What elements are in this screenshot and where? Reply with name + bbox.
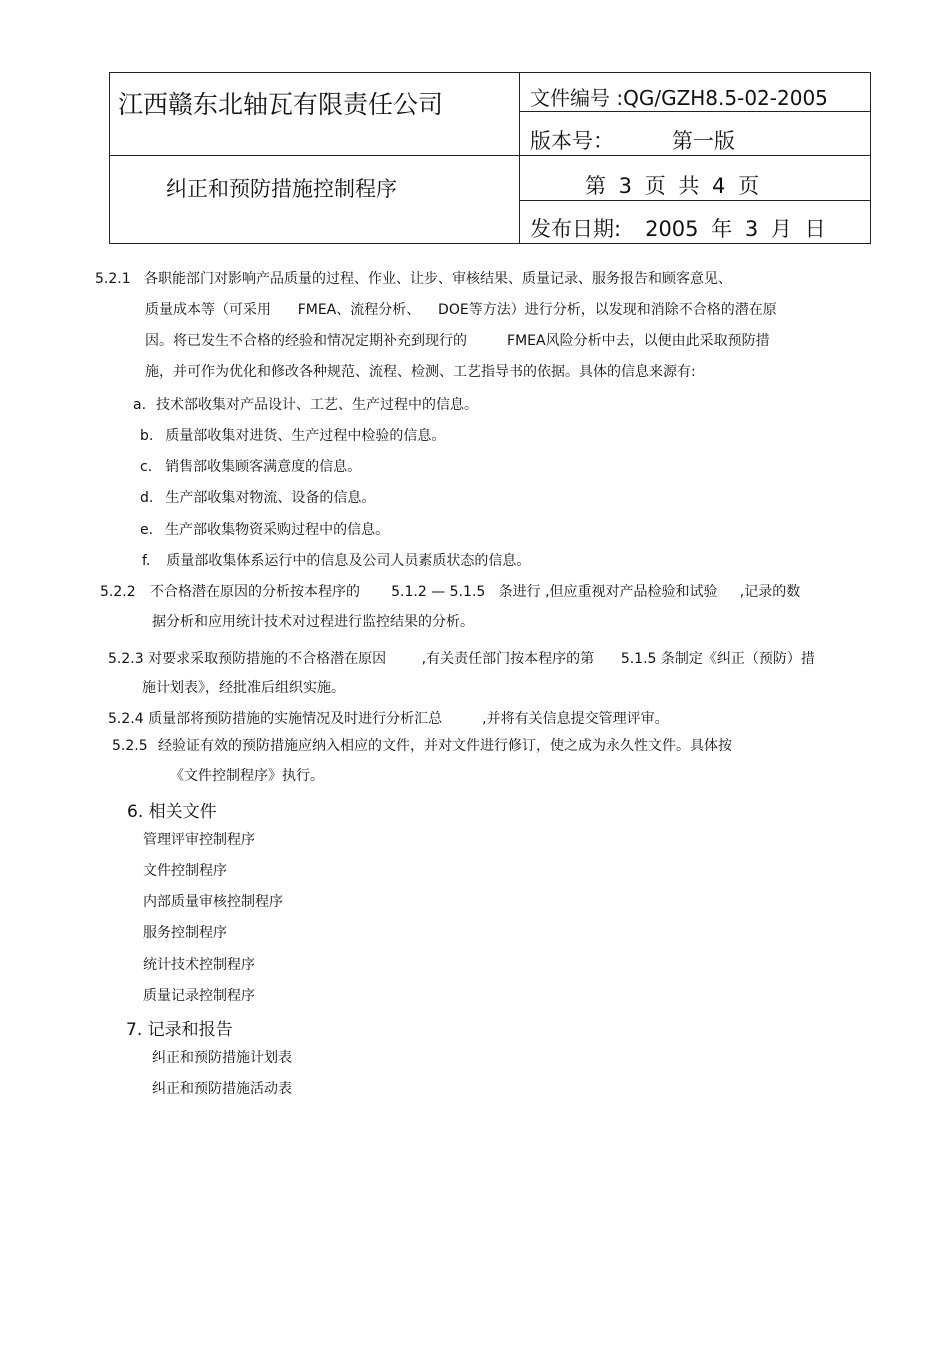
list-marker: c. (140, 459, 153, 475)
version-value: 第一版 (672, 129, 735, 153)
related-document-item: 服务控制程序 (143, 925, 227, 941)
publish-date-label: 发布日期: (530, 217, 622, 241)
list-item (140, 489, 375, 507)
section-5-2-3-line-1: 5.2.3 对要求采取预防措施的不合格潜在原因 ,有关责任部门按本程序的第 5.1.5 条制定《纠正（预防）措 (108, 651, 815, 667)
company-name: 江西赣东北轴瓦有限责任公司 (118, 90, 444, 119)
related-document-item: 内部质量审核控制程序 (143, 894, 283, 910)
list-marker: e. (140, 522, 154, 538)
section-5-2-3-line-2: 施计划表》，经批准后组织实施。 (142, 680, 345, 696)
list-item (133, 396, 478, 414)
section-5-2-1-line-3: 因。将已发生不合格的经验和情况定期补充到现行的 FMEA风险分析中去，以便由此采取预防措 (145, 333, 770, 349)
list-text: 质量部收集体系运行中的信息及公司人员素质状态的信息。 (166, 553, 531, 569)
list-item (142, 552, 530, 570)
list-text: 销售部收集顾客满意度的信息。 (165, 459, 362, 475)
list-text: 质量部收集对进货、生产过程中检验的信息。 (165, 428, 446, 444)
column-divider (519, 73, 520, 243)
section-5-2-1-line-1: 各职能部门对影响产品质量的过程、作业、让步、审核结果、质量记录、服务报告和顾客意见、 (144, 271, 732, 287)
related-document-item: 文件控制程序 (143, 863, 227, 879)
records-heading: 7. 记录和报告 (126, 1020, 233, 1040)
header-table (109, 72, 871, 244)
section-5-2-4-line-1: 5.2.4 质量部将预防措施的实施情况及时进行分析汇总 ,并将有关信息提交管理评审。 (108, 711, 669, 727)
page-info: 第 3 页 共 4 页 (585, 174, 760, 198)
row-divider (519, 200, 870, 201)
section-number-5-2-1: 5.2.1 (95, 271, 131, 287)
list-item (140, 458, 361, 476)
list-text: 生产部收集物资采购过程中的信息。 (165, 522, 390, 538)
section-5-2-1-line-2: 质量成本等（可采用 FMEA、流程分析、 DOE等方法）进行分析，以发现和消除不合格的潜在原 (145, 302, 777, 318)
publish-date (530, 213, 826, 243)
list-text: 生产部收集对物流、设备的信息。 (165, 490, 376, 506)
list-item (140, 427, 445, 445)
related-document-item: 统计技术控制程序 (143, 957, 255, 973)
list-marker: f. (142, 553, 151, 569)
related-document-item: 质量记录控制程序 (143, 988, 255, 1004)
list-marker: a. (133, 397, 147, 413)
list-marker: b. (140, 428, 154, 444)
record-item: 纠正和预防措施计划表 (152, 1050, 292, 1066)
section-5-2-1-line-4: 施，并可作为优化和修改各种规范、流程、检测、工艺指导书的依据。具体的信息来源有: (145, 364, 696, 380)
version-label: 版本号： (530, 129, 614, 153)
row-divider (110, 155, 870, 156)
row-divider (519, 111, 870, 112)
section-5-2-5-line-1: 经验证有效的预防措施应纳入相应的文件，并对文件进行修订，使之成为永久性文件。具体按 (158, 738, 732, 754)
section-5-2-2-line-2: 据分析和应用统计技术对过程进行监控结果的分析。 (152, 614, 474, 630)
list-marker: d. (140, 490, 154, 506)
section-5-2-5-line-2: 《文件控制程序》执行。 (170, 768, 324, 784)
publish-date-value: 2005 年 3 月 日 (645, 217, 826, 241)
section-number-5-2-2: 5.2.2 (100, 584, 136, 600)
section-5-2-2-line-1: 不合格潜在原因的分析按本程序的 5.1.2 — 5.1.5 条进行 ,但应重视对产品检验和试验 ,记录的数 (150, 584, 801, 600)
list-text: 技术部收集对产品设计、工艺、生产过程中的信息。 (156, 397, 479, 413)
version (530, 125, 735, 155)
section-number-5-2-5: 5.2.5 (112, 738, 148, 754)
document-number: 文件编号 :QG/GZH8.5-02-2005 (530, 86, 828, 110)
related-document-item: 管理评审控制程序 (143, 832, 255, 848)
record-item: 纠正和预防措施活动表 (152, 1081, 292, 1097)
related-documents-heading: 6. 相关文件 (127, 802, 217, 822)
list-item (140, 521, 389, 539)
procedure-title: 纠正和预防措施控制程序 (166, 177, 397, 201)
